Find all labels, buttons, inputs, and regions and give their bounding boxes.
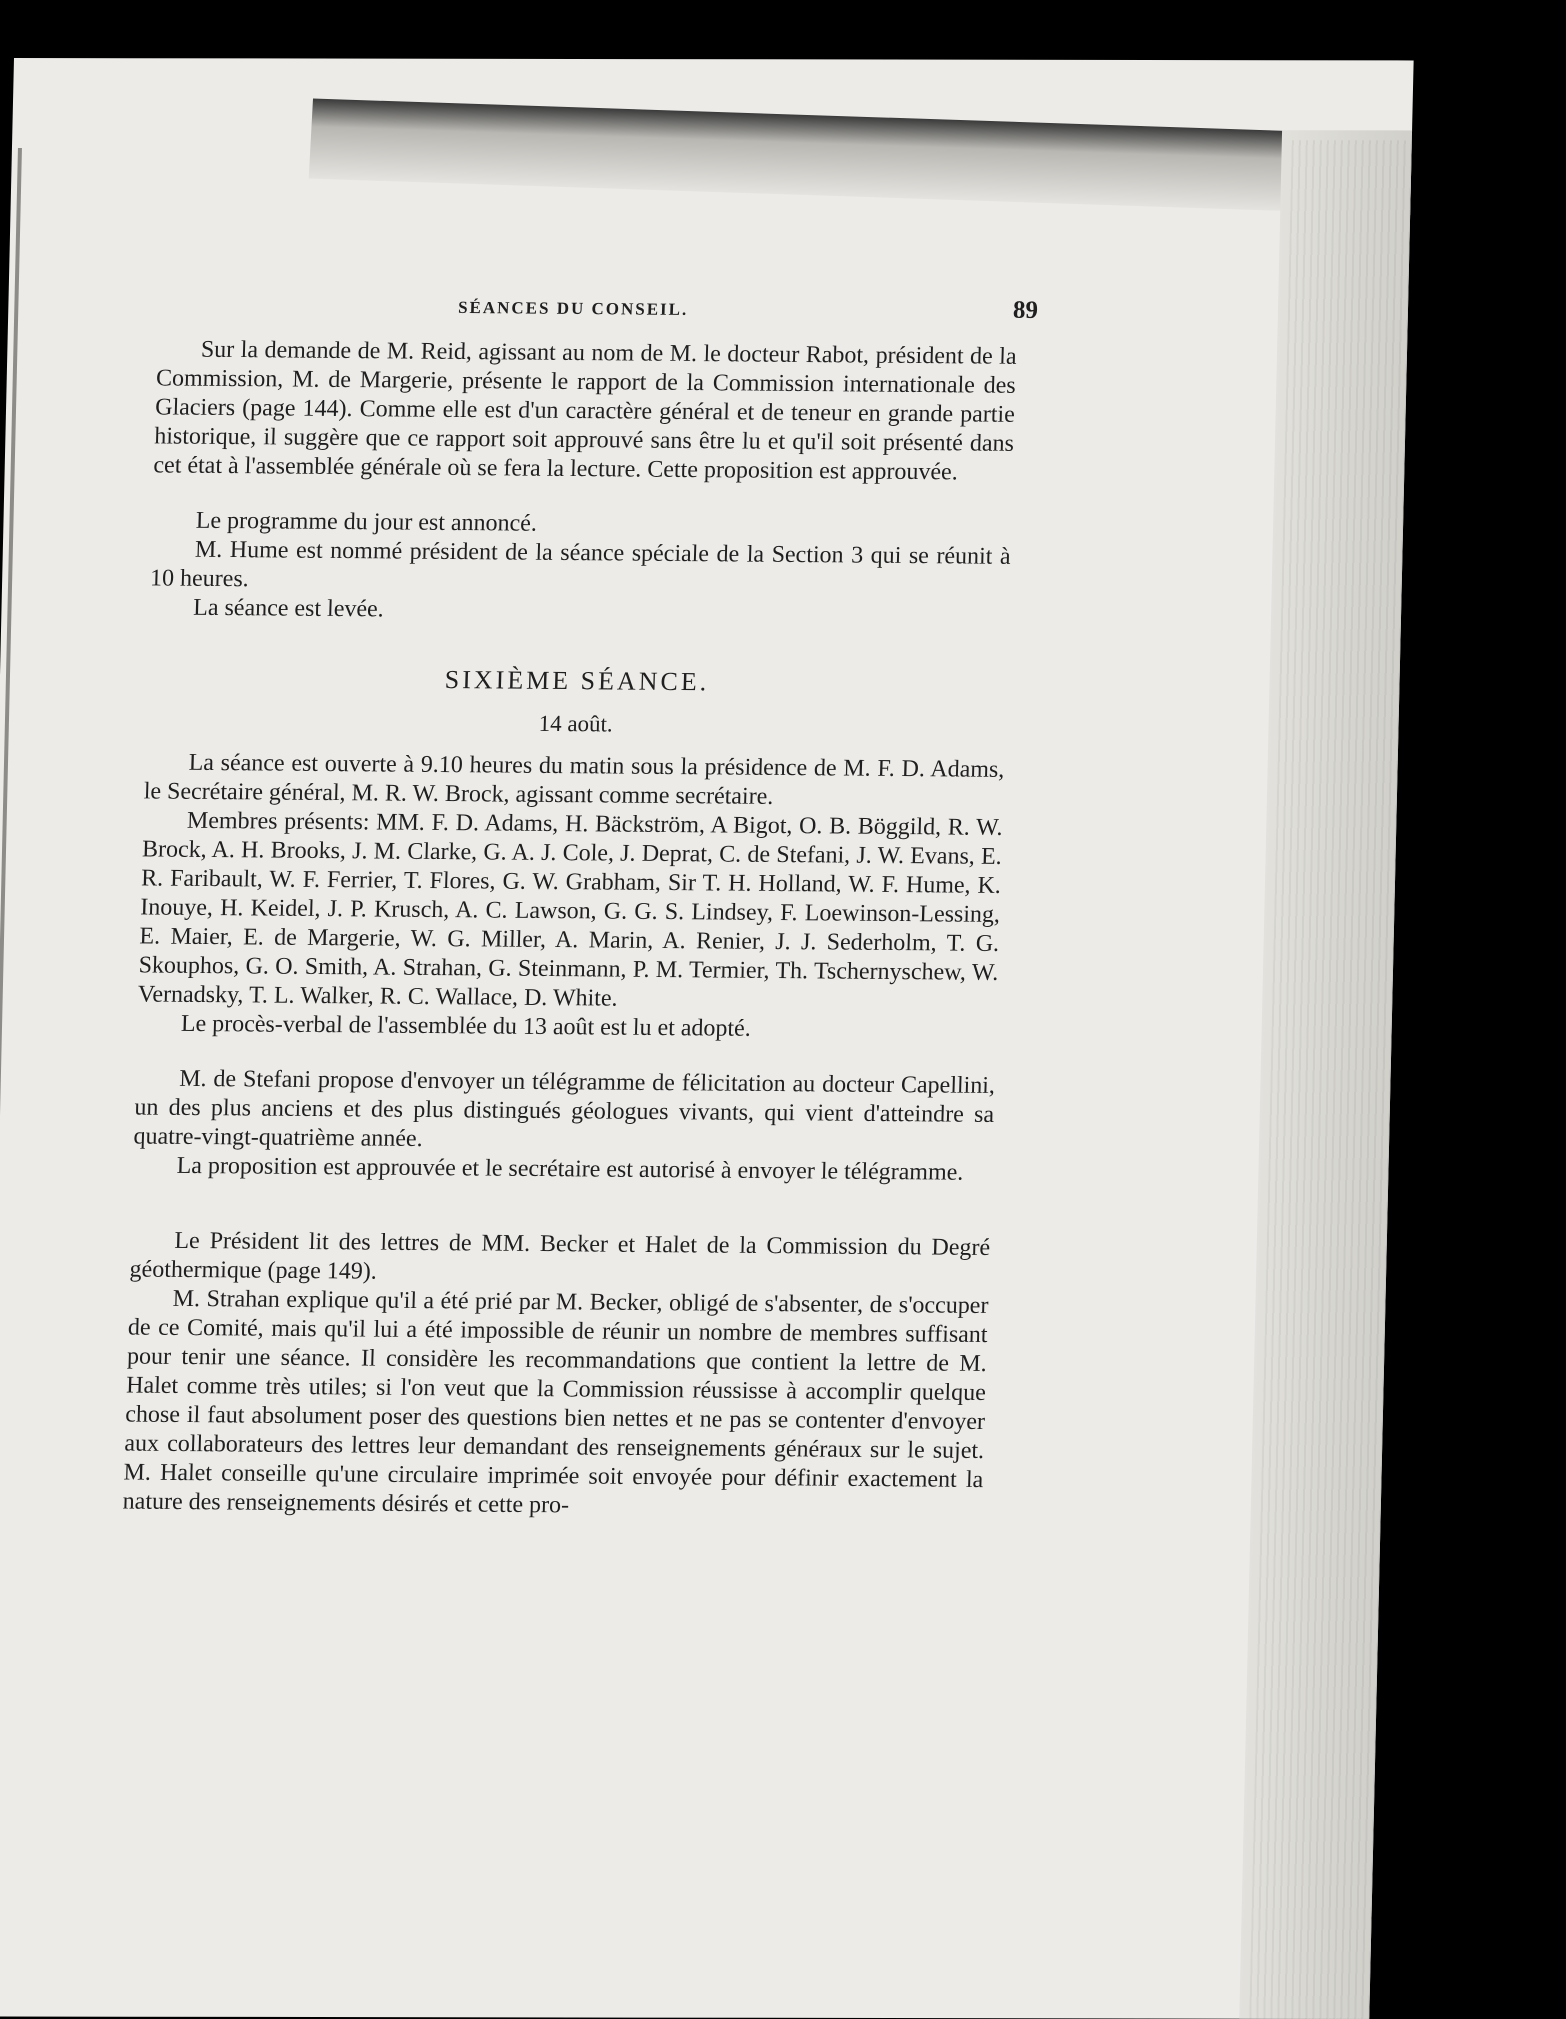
paragraph-minutes: Le procès-verbal de l'assemblée du 13 août est lu et adopté. xyxy=(180,1010,752,1042)
page-left-edge xyxy=(0,148,22,2019)
page-number: 89 xyxy=(1012,296,1039,324)
section-title: SIXIÈME SÉANCE. xyxy=(444,664,710,697)
book-page-stack-lines xyxy=(1248,140,1414,2019)
paragraph-letters: Le Président lit des lettres de MM. Becker et Halet de la Commission du Degré géothermique (page 149). xyxy=(129,1227,991,1285)
paragraph-opening: La séance est ouverte à 9.10 heures du matin sous la présidence de M. F. D. Adams, le Secrétaire général, M. R. W. Brock, agissant comme secrétaire. xyxy=(143,749,1005,810)
paragraph-strahan: M. Strahan explique qu'il a été prié par M. Becker, obligé de s'absenter, de s'occuper de ce Comité, mais qu'il lui a été impossible de réunir un nombre de membres suffisant pour tenir une séance. Il considère les recommandations que contient la lettre de M. Halet comme très utiles; si l'on veut que la Commission réussisse à accomplir quelque chose il faut absolument poser des questions bien nettes et ne pas se contenter d'envoyer aux collaborateurs des lettres leur demandant des renseignements généraux sur le sujet. M. Halet conseille qu'une circulaire imprimée soit envoyée pour définir exactement la nature des renseignements désirés et cette pro- xyxy=(122,1285,989,1519)
paragraph-hume: M. Hume est nommé président de la séance spéciale de la Section 3 qui se réunit à 10 heures. xyxy=(149,536,1012,593)
running-head: SÉANCES DU CONSEIL. xyxy=(457,297,689,319)
page-text xyxy=(122,288,1039,1524)
paragraph-programme: Le programme du jour est annoncé. xyxy=(195,507,538,537)
paragraph-glaciers-report: Sur la demande de M. Reid, agissant au nom de M. le docteur Rabot, président de la Commission, M. de Margerie, présente le rapport de la Commission internationale des Glaciers (page 144). Comme elle est d'un caractère général et de teneur en grande partie historique, il suggère que ce rapport soit approuvé sans être lu et qu'il soit présenté dans cet état à l'assemblée générale où se fera la lecture. Cette proposition est approuvée. xyxy=(153,336,1017,486)
paragraph-members-present: Membres présents: MM. F. D. Adams, H. Bäckström, A Bigot, O. B. Böggild, R. W. Brock, A. H. Brooks, J. M. Clarke, G. A. J. Cole, J. Deprat, C. de Stefani, J. W. Evans, E. R. Faribault, W. F. Ferrier, T. Flores, G. W. Grabham, Sir T. H. Holland, W. F. Hume, K. Inouye, H. Keidel, J. P. Krusch, A. C. Lawson, G. G. S. Lindsey, F. Loewinson-Lessing, E. Maier, E. de Margerie, W. G. Miller, A. Marin, A. Renier, J. J. Sederholm, T. G. Skouphos, G. O. Smith, A. Strahan, G. Steinmann, P. M. Termier, Th. Tschernyschew, W. Vernadsky, T. L. Walker, R. C. Wallace, D. White. xyxy=(137,807,1003,1012)
page-top-edge-shadow xyxy=(309,99,1414,218)
book-page xyxy=(0,58,1414,2019)
paragraph-telegram-approved: La proposition est approuvée et le secrétaire est autorisé à envoyer le télégramme. xyxy=(176,1152,964,1186)
page-header xyxy=(457,291,1039,327)
section-date: 14 août. xyxy=(538,710,614,737)
paragraph-telegram-proposal: M. de Stefani propose d'envoyer un télégramme de félicitation au docteur Capellini, un des plus anciens et des plus distingués géologues vivants, qui vient d'atteindre sa quatre-vingt-quatrième année. xyxy=(133,1065,996,1152)
paragraph-adjourned: La séance est levée. xyxy=(192,594,385,623)
